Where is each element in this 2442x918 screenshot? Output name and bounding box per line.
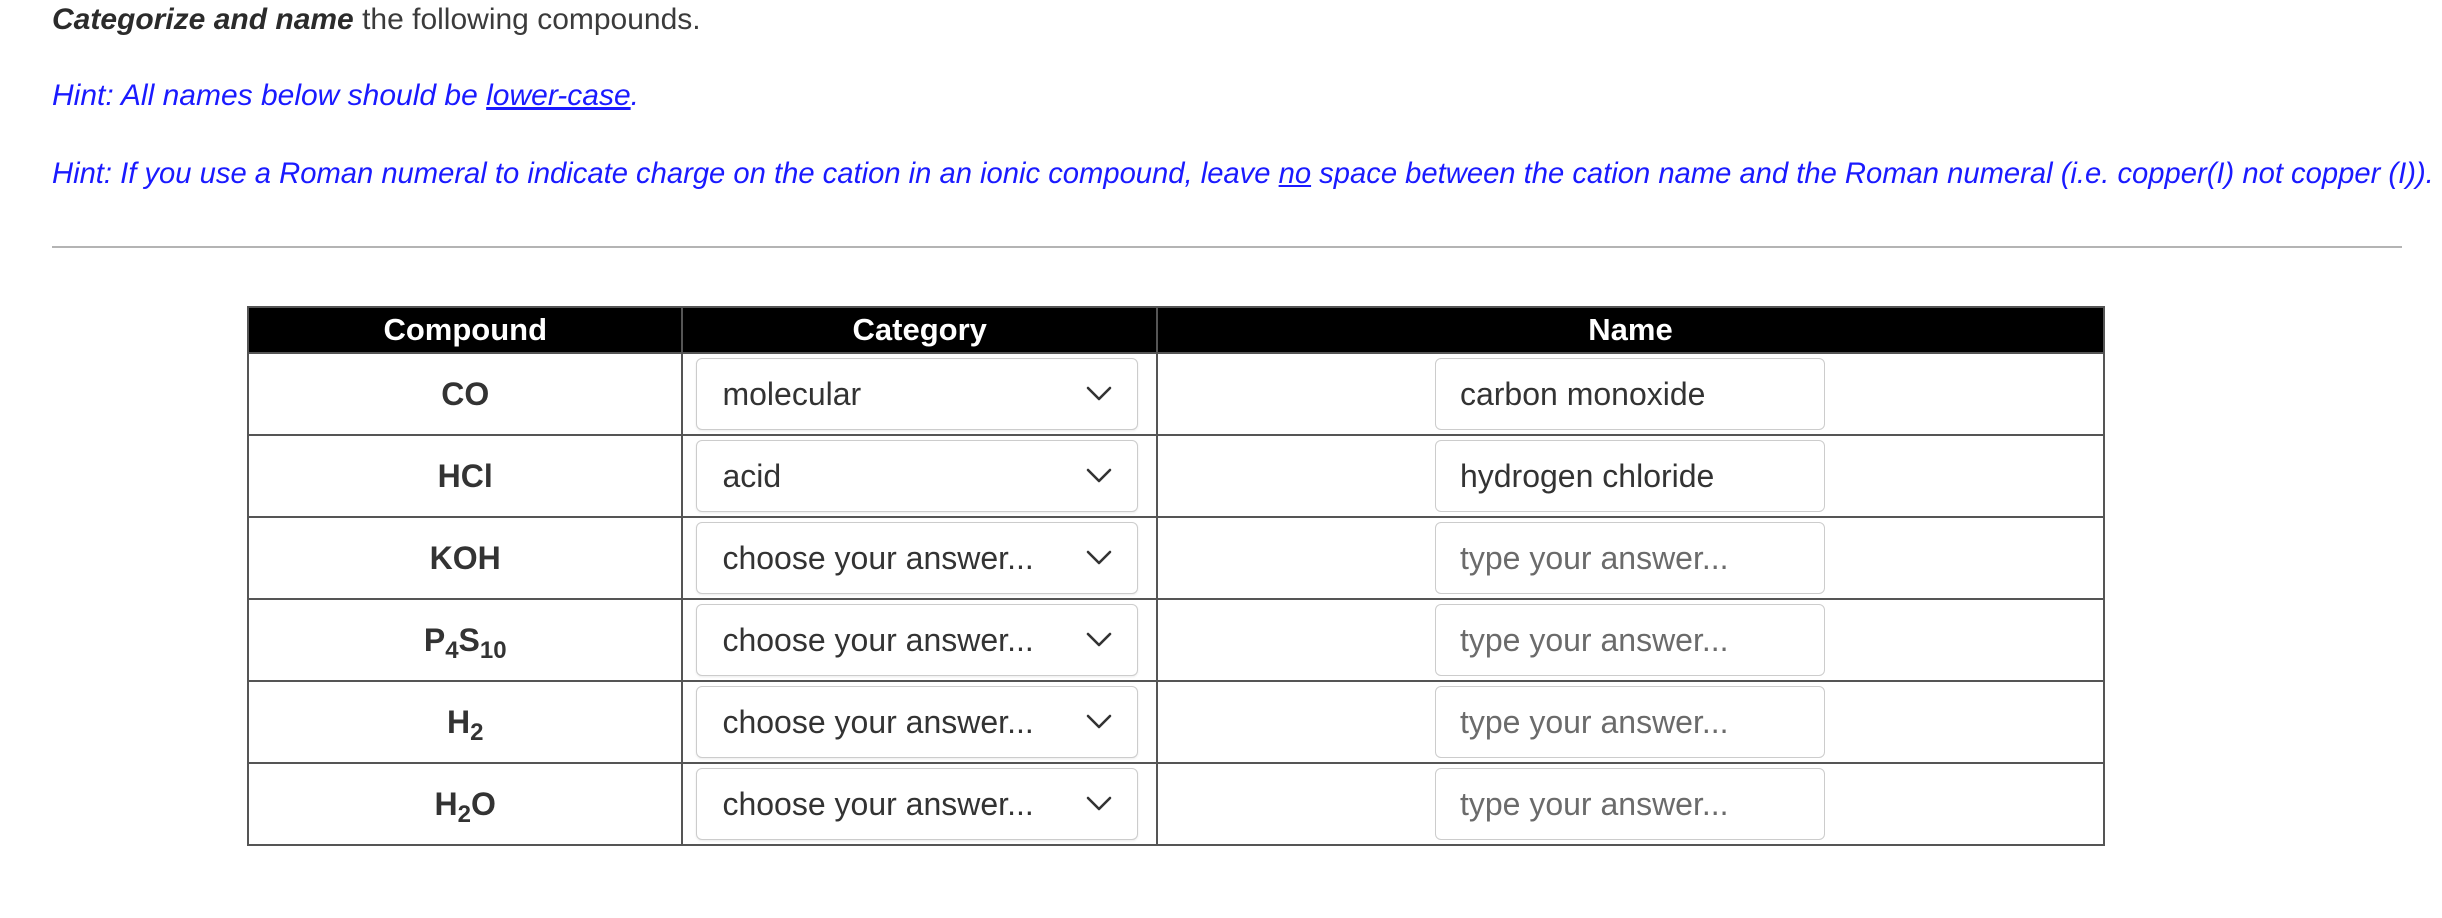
category-selected-value: choose your answer...: [722, 540, 1034, 576]
name-cell-inner: [1158, 682, 2103, 762]
category-dropdown[interactable]: [696, 440, 1138, 512]
table-row: [248, 763, 2104, 845]
chevron-down-icon: [1085, 383, 1113, 403]
name-cell-inner: [1158, 354, 2103, 434]
compound-cell: [248, 435, 682, 517]
formula-symbol: KOH: [429, 539, 501, 576]
compound-cell: [248, 353, 682, 435]
category-selected-value: choose your answer...: [722, 622, 1034, 658]
hint-text: Hint: If you use a Roman numeral to indicate charge on the cation in an ionic compound, leave: [52, 158, 1279, 190]
formula-subscript: 2: [470, 718, 484, 746]
name-input[interactable]: [1435, 686, 1825, 758]
category-dropdown[interactable]: [696, 686, 1138, 758]
table-row: [248, 517, 2104, 599]
formula-symbol: O: [471, 785, 496, 822]
formula-subscript: 10: [479, 636, 507, 664]
table-row: [248, 435, 2104, 517]
section-divider: [52, 246, 2402, 248]
category-cell: [682, 763, 1157, 845]
category-dropdown[interactable]: [696, 768, 1138, 840]
name-input[interactable]: [1435, 522, 1825, 594]
compound-formula: [249, 785, 681, 828]
category-cell: [682, 681, 1157, 763]
compound-formula: [249, 540, 681, 577]
chevron-down-icon: [1085, 465, 1113, 485]
name-cell-inner: [1158, 436, 2103, 516]
compound-cell: [248, 517, 682, 599]
formula-symbol: HCl: [437, 457, 493, 494]
formula-subscript: 4: [445, 636, 459, 664]
name-cell-inner: [1158, 518, 2103, 598]
formula-symbol: H: [446, 703, 471, 740]
hint-lowercase: [52, 78, 639, 114]
header-name: Name: [1157, 307, 2104, 353]
name-cell: [1157, 353, 2104, 435]
category-cell: [682, 517, 1157, 599]
question-instruction: [52, 2, 701, 38]
category-cell: [682, 353, 1157, 435]
compound-formula: [249, 376, 681, 413]
name-cell-inner: [1158, 764, 2103, 844]
formula-symbol: S: [458, 621, 480, 658]
chevron-down-icon: [1085, 711, 1113, 731]
table-row: [248, 681, 2104, 763]
hint-underlined-text: no: [1278, 158, 1312, 190]
name-input[interactable]: [1435, 440, 1825, 512]
name-cell: [1157, 517, 2104, 599]
name-cell: [1157, 763, 2104, 845]
category-selected-value: choose your answer...: [722, 786, 1034, 822]
header-category: Category: [682, 307, 1157, 353]
name-cell: [1157, 435, 2104, 517]
category-cell: [682, 599, 1157, 681]
compound-formula: [249, 621, 681, 664]
category-selected-value: acid: [722, 458, 782, 494]
formula-symbol: H: [434, 785, 458, 822]
instruction-emphasis: Categorize and name: [52, 3, 354, 36]
hint-text: space between the cation name and the Roman numeral (i.e. copper(I) not copper (I)).: [1311, 158, 2434, 190]
hint-underlined-text: lower-case: [486, 79, 631, 112]
compound-cell: [248, 599, 682, 681]
table-header-row: [248, 307, 2104, 353]
name-input[interactable]: [1435, 768, 1825, 840]
category-dropdown[interactable]: [696, 604, 1138, 676]
name-input[interactable]: [1435, 604, 1825, 676]
compound-formula: [249, 458, 681, 495]
category-selected-value: choose your answer...: [722, 704, 1034, 740]
category-dropdown[interactable]: [696, 358, 1138, 430]
chevron-down-icon: [1085, 547, 1113, 567]
compound-cell: [248, 763, 682, 845]
chevron-down-icon: [1085, 793, 1113, 813]
hint-text: .: [630, 79, 639, 112]
table-body: [248, 353, 2104, 845]
formula-symbol: P: [423, 621, 446, 658]
compound-formula: [249, 703, 681, 746]
name-cell-inner: [1158, 600, 2103, 680]
formula-subscript: 2: [457, 800, 472, 828]
chevron-down-icon: [1085, 629, 1113, 649]
name-cell: [1157, 599, 2104, 681]
formula-symbol: CO: [441, 375, 490, 412]
table-row: [248, 353, 2104, 435]
instruction-text: the following compounds.: [353, 3, 701, 36]
category-selected-value: molecular: [722, 376, 862, 412]
name-input[interactable]: [1435, 358, 1825, 430]
hint-roman-numeral: [52, 156, 2434, 192]
hint-text: Hint: All names below should be: [52, 79, 487, 112]
header-compound: Compound: [248, 307, 682, 353]
name-cell: [1157, 681, 2104, 763]
table-row: [248, 599, 2104, 681]
category-cell: [682, 435, 1157, 517]
compound-cell: [248, 681, 682, 763]
category-dropdown[interactable]: [696, 522, 1138, 594]
compounds-table: [247, 306, 2105, 846]
